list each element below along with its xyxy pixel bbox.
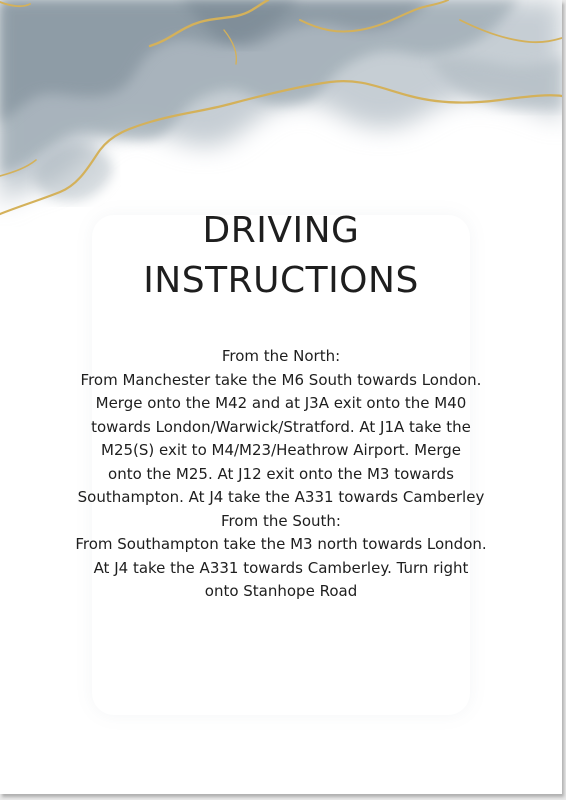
title-line: INSTRUCTIONS xyxy=(143,260,419,301)
text-line: Merge onto the M42 and at J3A exit onto the M40 xyxy=(95,394,467,412)
text-line: From the South: xyxy=(221,511,341,530)
text-line: onto the M25. At J12 exit onto the M3 towards xyxy=(108,464,454,483)
text-line: From Southampton take the M3 north towards London. xyxy=(75,535,487,553)
title-line: DRIVING xyxy=(202,210,360,251)
text-line: At J4 take the A331 towards Camberley. Turn right xyxy=(93,558,469,577)
driving-instructions-text xyxy=(30,345,532,604)
text-line: From the North: xyxy=(221,347,341,365)
text-line: From Manchester take the M6 South towards London. xyxy=(80,370,482,389)
watercolor-gold-decoration xyxy=(0,0,562,240)
text-line: M25(S) exit to M4/M23/Heathrow Airport. Merge xyxy=(101,441,461,459)
text-line: towards London/Warwick/Stratford. At J1A take the xyxy=(91,417,471,436)
text-line: onto Stanhope Road xyxy=(204,582,358,600)
text-line: Southampton. At J4 take the A331 towards Camberley xyxy=(77,488,485,506)
page-title xyxy=(0,206,562,306)
